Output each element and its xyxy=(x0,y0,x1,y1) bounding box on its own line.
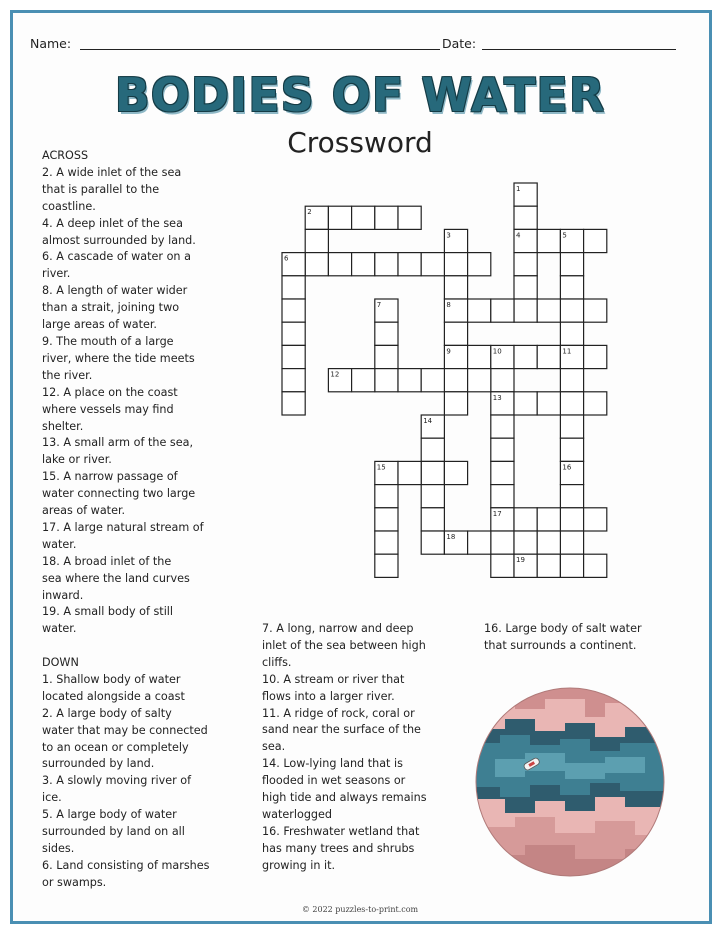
grid-cell[interactable] xyxy=(398,253,421,276)
name-label: Name: xyxy=(30,36,72,51)
clue-line: water connecting two large xyxy=(42,487,196,501)
grid-cell[interactable] xyxy=(398,461,421,484)
clue-line: 2. A large body of salty xyxy=(42,706,172,720)
clue-number: 7 xyxy=(376,301,382,309)
date-label: Date: xyxy=(442,36,477,51)
clue-line: to an ocean or completely xyxy=(42,740,189,754)
grid-cell[interactable] xyxy=(560,392,583,415)
clue-line: that surrounds a continent. xyxy=(484,638,637,652)
clue-number: 8 xyxy=(446,301,451,309)
clue-line: flooded in wet seasons or xyxy=(262,774,406,788)
grid-cell[interactable] xyxy=(584,345,607,368)
clue-number: 19 xyxy=(516,556,525,565)
grid-cell[interactable] xyxy=(514,276,537,299)
grid-cell[interactable] xyxy=(398,206,421,229)
clue-number: 2 xyxy=(307,208,312,217)
grid-cell[interactable] xyxy=(444,322,467,345)
clue-line: 15. A narrow passage of xyxy=(42,470,178,484)
grid-cell[interactable] xyxy=(514,253,537,276)
clue-line: water. xyxy=(42,537,77,551)
grid-cell[interactable] xyxy=(560,508,583,531)
grid-cell[interactable] xyxy=(444,461,467,484)
clue-line: has many trees and shrubs xyxy=(262,841,415,855)
clue-line: that is parallel to the xyxy=(42,182,160,196)
clue-line: almost surrounded by land. xyxy=(42,233,196,247)
grid-cell[interactable] xyxy=(491,461,514,484)
clue-line: 16. Freshwater wetland that xyxy=(262,824,420,838)
clue-line: 13. A small arm of the sea, xyxy=(42,436,194,450)
grid-cell[interactable] xyxy=(514,392,537,415)
grid-cell[interactable] xyxy=(375,206,398,229)
grid-cell[interactable] xyxy=(584,508,607,531)
grid-cell[interactable] xyxy=(560,554,583,577)
clue-line: or swamps. xyxy=(42,875,107,889)
clue-number: 1 xyxy=(516,185,521,193)
clue-line: lake or river. xyxy=(42,453,112,467)
grid-cell[interactable] xyxy=(514,345,537,368)
grid-cell[interactable] xyxy=(421,508,444,531)
copyright-footer: © 2022 puzzles-to-print.com xyxy=(301,905,419,914)
clue-line: flows into a larger river. xyxy=(262,689,395,703)
grid-cell[interactable] xyxy=(491,369,514,392)
grid-cell[interactable] xyxy=(375,345,398,368)
ocean-planet-illustration xyxy=(475,687,665,877)
grid-cell[interactable] xyxy=(560,322,583,345)
grid-cell[interactable] xyxy=(560,299,583,322)
clue-line: 8. A length of water wider xyxy=(42,284,188,298)
grid-cell[interactable] xyxy=(352,253,375,276)
clue-number: 4 xyxy=(516,231,521,240)
clue-line: 1. Shallow body of water xyxy=(42,672,181,686)
page-subtitle: Crossword xyxy=(287,126,433,159)
grid-cell[interactable] xyxy=(375,253,398,276)
clue-line: 17. A large natural stream of xyxy=(42,520,204,534)
grid-cell[interactable] xyxy=(375,369,398,392)
grid-cell[interactable] xyxy=(282,369,305,392)
clue-line: 5. A large body of water xyxy=(42,808,177,822)
grid-cell[interactable] xyxy=(444,369,467,392)
clue-line: 14. Low-lying land that is xyxy=(262,757,403,771)
grid-cell[interactable] xyxy=(352,206,375,229)
grid-cell[interactable] xyxy=(584,392,607,415)
clue-line: 4. A deep inlet of the sea xyxy=(42,216,183,230)
clue-number: 5 xyxy=(562,231,567,240)
grid-cell[interactable] xyxy=(421,461,444,484)
grid-cell[interactable] xyxy=(282,345,305,368)
clue-line: water that may be connected xyxy=(42,723,208,737)
clue-line: cliffs. xyxy=(262,655,292,669)
clue-line: sea. xyxy=(262,740,286,754)
clue-number: 17 xyxy=(492,509,502,518)
grid-cell[interactable] xyxy=(421,531,444,554)
clue-line: surrounded by land on all xyxy=(42,825,185,839)
grid-cell[interactable] xyxy=(421,485,444,508)
clue-line: 11. A ridge of rock, coral or xyxy=(262,706,415,720)
grid-cell[interactable] xyxy=(421,253,444,276)
grid-cell[interactable] xyxy=(282,299,305,322)
grid-cell[interactable] xyxy=(328,253,351,276)
clue-line: 7. A long, narrow and deep xyxy=(262,622,414,635)
grid-cell[interactable] xyxy=(282,322,305,345)
clue-line: river. xyxy=(42,267,71,281)
grid-cell[interactable] xyxy=(468,369,491,392)
grid-cell[interactable] xyxy=(491,415,514,438)
clue-number: 11 xyxy=(562,347,572,356)
clue-number: 13 xyxy=(492,393,502,402)
grid-cell[interactable] xyxy=(491,485,514,508)
clue-line: inlet of the sea between high xyxy=(262,638,426,652)
clue-number: 3 xyxy=(446,231,451,240)
grid-cell[interactable] xyxy=(491,531,514,554)
grid-cell[interactable] xyxy=(514,531,537,554)
grid-cell[interactable] xyxy=(468,299,491,322)
grid-cell[interactable] xyxy=(305,253,328,276)
clue-number: 12 xyxy=(330,370,340,379)
grid-cell[interactable] xyxy=(491,299,514,322)
clue-line: coastline. xyxy=(42,199,96,213)
clue-line: large areas of water. xyxy=(42,318,157,332)
grid-cell[interactable] xyxy=(537,531,560,554)
grid-cell[interactable] xyxy=(560,253,583,276)
clue-number: 6 xyxy=(284,254,289,263)
clue-line: surrounded by land. xyxy=(42,757,155,771)
clue-number: 15 xyxy=(376,463,386,472)
grid-cell[interactable] xyxy=(537,229,560,252)
clue-line: sea where the land curves xyxy=(42,571,190,585)
grid-cell[interactable] xyxy=(560,276,583,299)
grid-cell[interactable] xyxy=(444,276,467,299)
grid-cell[interactable] xyxy=(468,345,491,368)
grid-cell[interactable] xyxy=(282,276,305,299)
clue-number: 16 xyxy=(562,463,572,472)
clue-line: waterlogged xyxy=(262,807,333,821)
clue-line: sides. xyxy=(42,841,75,855)
grid-cell[interactable] xyxy=(560,415,583,438)
grid-cell[interactable] xyxy=(444,392,467,415)
clue-line: inward. xyxy=(42,588,84,602)
grid-cell[interactable] xyxy=(537,554,560,577)
clue-line: 2. A wide inlet of the sea xyxy=(42,165,182,179)
clue-line: located alongside a coast xyxy=(42,689,185,703)
grid-cell[interactable] xyxy=(468,531,491,554)
clue-line: where vessels may find xyxy=(42,402,174,416)
down-heading: DOWN xyxy=(42,656,79,669)
clue-line: 6. A cascade of water on a xyxy=(42,250,191,264)
clue-line: sand near the surface of the xyxy=(262,723,421,737)
grid-cell[interactable] xyxy=(514,299,537,322)
grid-cell[interactable] xyxy=(514,206,537,229)
clue-line: shelter. xyxy=(42,419,84,433)
clue-line: 16. Large body of salt water xyxy=(484,622,642,635)
clue-line: the river. xyxy=(42,368,93,382)
grid-cell[interactable] xyxy=(444,253,467,276)
grid-cell[interactable] xyxy=(537,508,560,531)
clue-line: river, where the tide meets xyxy=(42,351,195,365)
clue-number: 9 xyxy=(446,347,451,356)
grid-cell[interactable] xyxy=(375,322,398,345)
clue-line: growing in it. xyxy=(262,858,336,872)
grid-cell[interactable] xyxy=(468,253,491,276)
grid-cell[interactable] xyxy=(584,299,607,322)
grid-cell[interactable] xyxy=(398,369,421,392)
grid-cell[interactable] xyxy=(421,369,444,392)
clue-number: 10 xyxy=(492,347,502,356)
clue-line: 18. A broad inlet of the xyxy=(42,554,172,568)
clue-line: areas of water. xyxy=(42,504,126,518)
page-title: BODIES OF WATER xyxy=(114,68,606,122)
grid-cell[interactable] xyxy=(352,369,375,392)
grid-cell[interactable] xyxy=(375,531,398,554)
grid-cell[interactable] xyxy=(584,229,607,252)
clue-line: water. xyxy=(42,622,77,636)
grid-cell[interactable] xyxy=(584,554,607,577)
grid-cell[interactable] xyxy=(328,206,351,229)
clue-line: 10. A stream or river that xyxy=(262,672,405,686)
across-heading: ACROSS xyxy=(42,149,89,162)
grid-cell[interactable] xyxy=(375,508,398,531)
clue-number: 18 xyxy=(446,533,456,541)
grid-cell[interactable] xyxy=(537,299,560,322)
clue-number: 14 xyxy=(423,417,433,425)
grid-cell[interactable] xyxy=(560,485,583,508)
grid-cell[interactable] xyxy=(491,554,514,577)
clue-line: 12. A place on the coast xyxy=(42,385,178,399)
grid-cell[interactable] xyxy=(375,485,398,508)
clue-line: 3. A slowly moving river of xyxy=(42,774,192,788)
grid-cell[interactable] xyxy=(537,392,560,415)
clue-line: high tide and always remains xyxy=(262,791,427,805)
clue-line: 6. Land consisting of marshes xyxy=(42,858,210,872)
grid-cell[interactable] xyxy=(421,438,444,461)
grid-cell[interactable] xyxy=(560,369,583,392)
grid-cell[interactable] xyxy=(305,229,328,252)
grid-cell[interactable] xyxy=(537,345,560,368)
grid-cell[interactable] xyxy=(375,554,398,577)
clue-line: than a strait, joining two xyxy=(42,301,180,315)
grid-cell[interactable] xyxy=(560,531,583,554)
clue-line: 19. A small body of still xyxy=(42,605,174,619)
clue-line: 9. The mouth of a large xyxy=(42,334,174,348)
grid-cell[interactable] xyxy=(560,438,583,461)
grid-cell[interactable] xyxy=(282,392,305,415)
clue-line: ice. xyxy=(42,791,62,805)
grid-cell[interactable] xyxy=(491,438,514,461)
grid-cell[interactable] xyxy=(514,508,537,531)
